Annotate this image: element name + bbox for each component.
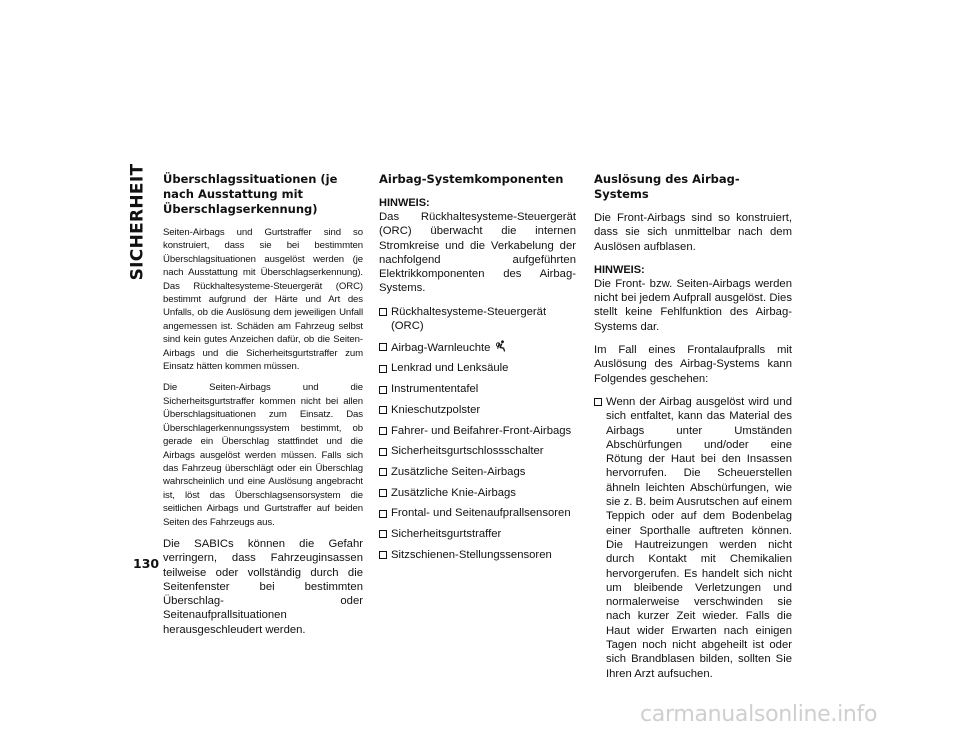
page-number: 130	[133, 556, 160, 571]
column-rollover	[163, 172, 363, 646]
deployment-paragraph-1: Die Front-Airbags sind so konstruiert, dass sie sich unmittelbar nach dem Auslösen aufblasen.	[594, 212, 792, 253]
list-item: Rückhaltesysteme-Steuergerät (ORC)	[379, 305, 576, 334]
list-item: Wenn der Airbag ausgelöst wird und sich entfaltet, kann das Material des Airbags unter Umständen Abschürfungen und/oder eine Rötung der Haut bei den Insassen hervorrufen. Die Scheuerstellen ähneln leichten Abschürfungen, wie sie z. B. beim Ausrutschen auf einem Teppich oder auf dem Bodenbelag einer Sporthalle auftreten können. Die Hautreizungen werden nicht durch Kontakt mit Chemikalien hervorgerufen. Es handelt sich nicht um bleibende Verletzungen und normalerweise verschwinden sie nach kurzer Zeit wieder. Falls die Haut wider Erwarten nach einigen Tagen noch nicht abgeheilt ist oder sich Brandblasen bilden, sollten Sie Ihren Arzt aufsuchen.	[594, 395, 792, 681]
components-note-text: Das Rückhaltesysteme-Steuergerät (ORC) überwacht die internen Stromkreise und die Verkabelung der nachfolgend aufgeführten Elektrikkomponenten des Airbag-Systems.	[379, 211, 576, 295]
rollover-heading: Überschlagssituationen (je nach Ausstattung mit Überschlagserkennung)	[163, 172, 338, 216]
list-item: Zusätzliche Seiten-Airbags	[379, 465, 576, 479]
list-item: Lenkrad und Lenksäule	[379, 361, 576, 375]
deployment-list	[594, 395, 792, 681]
section-tab-label: SICHERHEIT	[127, 163, 147, 281]
deployment-paragraph-2: Im Fall eines Frontalaufpralls mit Auslösung des Airbag-Systems kann Folgendes geschehen:	[594, 344, 792, 385]
list-item: Sitzschienen-Stellungssensoren	[379, 548, 576, 562]
list-item: Sicherheitsgurtschlossschalter	[379, 444, 576, 458]
rollover-paragraph-2: Die Seiten-Airbags und die Sicherheitsgurtstraffer kommen nicht bei allen Überschlagsituationen zum Einsatz. Das Überschlagerkennungssystem bestimmt, ob gerade ein Überschlag stattfindet und die Airbags ausgelöst werden müssen. Falls sich das Fahrzeug überschlägt oder ein Überschlag wahrscheinlich und eine Auslösung angebracht ist, löst das Überschlagsensorsystem die seitlichen Airbags und Gurtstraffer auf beiden Seiten des Fahrzeugs aus.	[163, 382, 363, 528]
list-item: Airbag-Warnleuchte	[379, 340, 576, 355]
list-item: Sicherheitsgurtstraffer	[379, 527, 576, 541]
rollover-paragraph-1: Seiten-Airbags und Gurtstraffer sind so konstruiert, dass sie bei bestimmten Überschlagsituationen ausgelöst werden (je nach Ausstattung mit Überschlagserkennung). Das Rückhaltesysteme-Steuergerät (ORC) bestimmt aufgrund der Härte und Art des Unfalls, ob die Auslösung dem jeweiligen Unfall angemessen ist. Schäden am Fahrzeug selbst sind kein gutes Anzeichen dafür, ob die Seiten-Airbags und die Sicherheitsgurtstraffer zum Einsatz hätten kommen müssen.	[163, 227, 363, 373]
deployment-heading: Auslösung des Airbag-Systems	[594, 172, 740, 201]
watermark: carmanualsonline.info	[640, 702, 878, 727]
components-note-label: HINWEIS:	[379, 197, 430, 209]
list-item: Zusätzliche Knie-Airbags	[379, 486, 576, 500]
deployment-note-label: HINWEIS:	[594, 263, 645, 276]
column-components	[379, 172, 576, 568]
list-item: Fahrer- und Beifahrer-Front-Airbags	[379, 424, 576, 438]
list-item: Frontal- und Seitenaufprallsensoren	[379, 506, 576, 520]
section-tab	[122, 158, 152, 286]
deployment-note-text: Die Front- bzw. Seiten-Airbags werden nicht bei jedem Aufprall ausgelöst. Dies stellt keine Fehlfunktion des Airbag-Systems dar.	[594, 277, 792, 333]
components-list	[379, 305, 576, 562]
list-item: Knieschutzpolster	[379, 403, 576, 417]
list-item: Instrumententafel	[379, 382, 576, 396]
column-deployment	[594, 172, 792, 687]
components-heading: Airbag-Systemkomponenten	[379, 172, 564, 186]
rollover-paragraph-3: Die SABICs können die Gefahr verringern, dass Fahrzeuginsassen teilweise oder vollständig durch die Seitenfenster bei bestimmten Überschlag- oder Seitenaufprallsituationen herausgeschleudert werden.	[163, 537, 363, 636]
airbag-warning-icon	[495, 340, 507, 352]
